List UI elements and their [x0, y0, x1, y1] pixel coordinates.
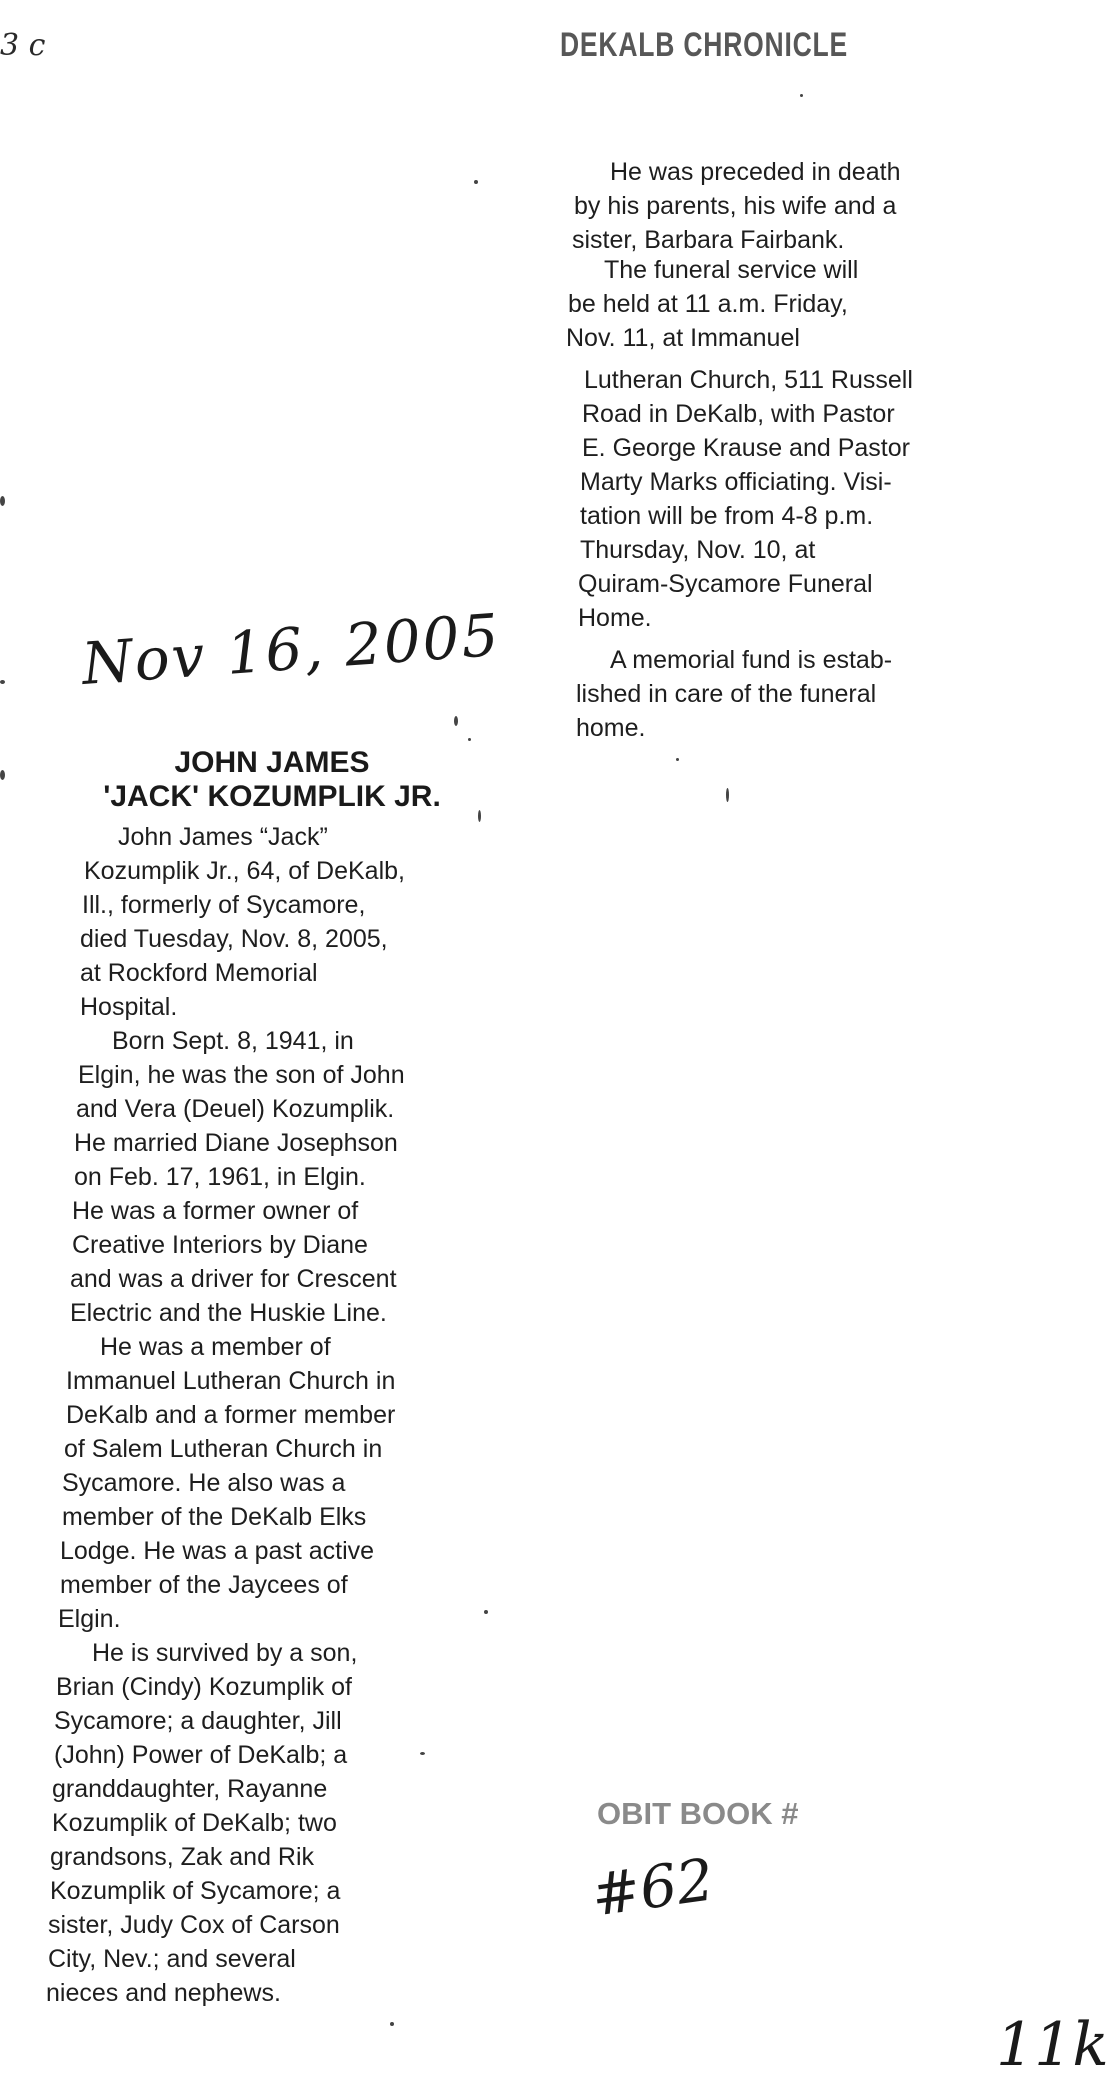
- text-line: died Tuesday, Nov. 8, 2005,: [80, 925, 388, 953]
- text-line: Hospital.: [80, 993, 178, 1021]
- text-line: at Rockford Memorial: [80, 959, 318, 987]
- scan-speck: [484, 1610, 488, 1614]
- corner-handwritten-mark: 3 c: [0, 28, 46, 63]
- scan-speck: [0, 680, 5, 684]
- scan-speck: [726, 788, 729, 802]
- text-line: Elgin, he was the son of John: [78, 1061, 405, 1089]
- text-line: (John) Power of DeKalb; a: [54, 1741, 348, 1769]
- text-line: and was a driver for Crescent: [70, 1265, 397, 1293]
- text-line: sister, Judy Cox of Carson: [48, 1911, 340, 1939]
- text-line: nieces and nephews.: [46, 1979, 281, 2007]
- text-line: He married Diane Josephson: [74, 1129, 398, 1157]
- text-line: member of the Jaycees of: [60, 1571, 348, 1599]
- scan-speck: [0, 496, 5, 506]
- text-line: Ill., formerly of Sycamore,: [82, 891, 366, 919]
- scan-speck: [676, 758, 679, 761]
- text-line: Sycamore; a daughter, Jill: [54, 1707, 342, 1735]
- text-line: lished in care of the funeral: [576, 680, 877, 708]
- handwritten-corner-note: 11k: [996, 2010, 1109, 2080]
- text-line: member of the DeKalb Elks: [62, 1503, 367, 1531]
- text-line: Lodge. He was a past active: [60, 1537, 375, 1565]
- text-line: Sycamore. He also was a: [62, 1469, 346, 1497]
- text-line: Electric and the Huskie Line.: [70, 1299, 387, 1327]
- text-line: sister, Barbara Fairbank.: [572, 226, 845, 254]
- text-line: Quiram-Sycamore Funeral: [578, 570, 873, 598]
- text-line: on Feb. 17, 1961, in Elgin.: [74, 1163, 366, 1191]
- text-line: Kozumplik of DeKalb; two: [52, 1809, 337, 1837]
- text-line: He was a member of: [100, 1333, 331, 1361]
- newspaper-masthead: DEKALB CHRONICLE: [560, 26, 848, 64]
- text-line: Road in DeKalb, with Pastor: [582, 400, 895, 428]
- text-line: grandsons, Zak and Rik: [50, 1843, 315, 1871]
- text-line: Marty Marks officiating. Visi-: [580, 468, 892, 496]
- scan-speck: [468, 738, 471, 741]
- text-line: The funeral service will: [604, 256, 859, 284]
- text-line: He was a former owner of: [72, 1197, 359, 1225]
- handwritten-date: Nov 16, 2005: [79, 600, 503, 698]
- text-line: John James “Jack”: [118, 823, 328, 851]
- obituary-title-line-2: 'JACK' KOZUMPLIK JR.: [103, 780, 441, 813]
- scan-speck: [390, 2022, 394, 2026]
- text-line: Nov. 11, at Immanuel: [566, 324, 800, 352]
- obit-book-stamp: OBIT BOOK #: [597, 1796, 799, 1831]
- text-line: Thursday, Nov. 10, at: [580, 536, 816, 564]
- scan-speck: [420, 1752, 425, 1755]
- text-line: Kozumplik of Sycamore; a: [50, 1877, 341, 1905]
- text-line: of Salem Lutheran Church in: [64, 1435, 383, 1463]
- handwritten-book-number: #62: [587, 1845, 718, 1930]
- text-line: Born Sept. 8, 1941, in: [112, 1027, 354, 1055]
- scan-speck: [0, 770, 5, 780]
- text-line: and Vera (Deuel) Kozumplik.: [76, 1095, 395, 1123]
- text-line: He is survived by a son,: [92, 1639, 358, 1667]
- text-line: Kozumplik Jr., 64, of DeKalb,: [84, 857, 405, 885]
- scan-speck: [474, 180, 478, 184]
- text-line: E. George Krause and Pastor: [582, 434, 910, 462]
- text-line: be held at 11 a.m. Friday,: [568, 290, 848, 318]
- text-line: Creative Interiors by Diane: [72, 1231, 368, 1259]
- text-line: home.: [576, 714, 646, 742]
- scan-speck: [800, 94, 803, 97]
- text-line: A memorial fund is estab-: [610, 646, 893, 674]
- obituary-title: [80, 746, 464, 814]
- text-line: Home.: [578, 604, 652, 632]
- text-line: Elgin.: [58, 1605, 121, 1633]
- text-line: Brian (Cindy) Kozumplik of: [56, 1673, 352, 1701]
- scan-speck: [478, 810, 481, 822]
- text-line: granddaughter, Rayanne: [52, 1775, 328, 1803]
- text-line: City, Nev.; and several: [48, 1945, 296, 1973]
- text-line: He was preceded in death: [610, 158, 901, 186]
- scan-speck: [454, 716, 458, 726]
- text-line: Lutheran Church, 511 Russell: [584, 366, 913, 394]
- text-line: tation will be from 4-8 p.m.: [580, 502, 874, 530]
- text-line: by his parents, his wife and a: [574, 192, 897, 220]
- text-line: Immanuel Lutheran Church in: [66, 1367, 396, 1395]
- obituary-title-line-1: JOHN JAMES: [174, 746, 370, 779]
- text-line: DeKalb and a former member: [66, 1401, 396, 1429]
